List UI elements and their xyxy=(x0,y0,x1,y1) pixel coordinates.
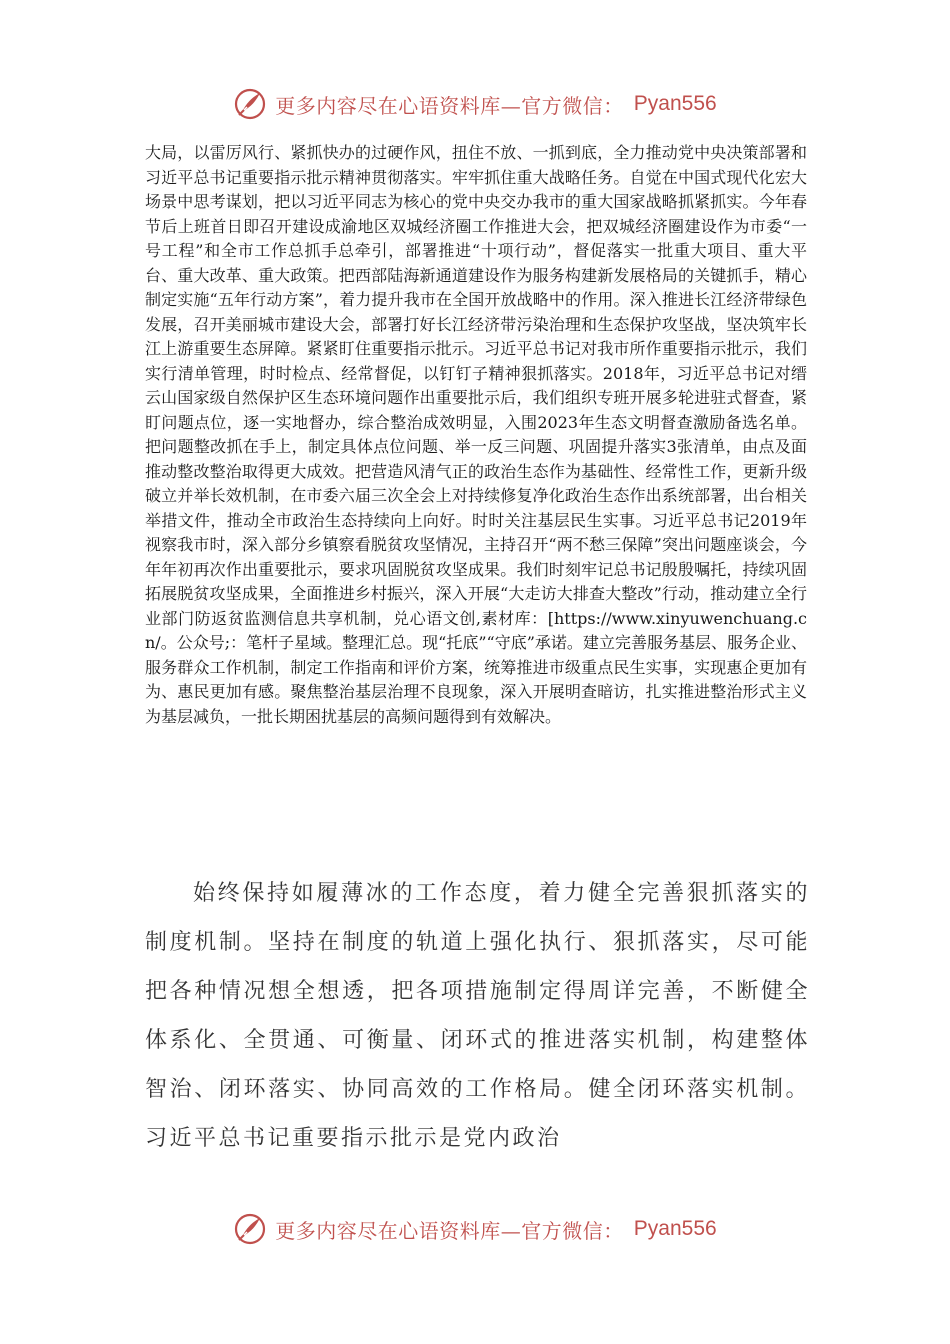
body-paragraph: 大局，以雷厉风行、紧抓快办的过硬作风，扭住不放、一抓到底，全力推动党中央决策部署和习近平总书记重要指示批示精神贯彻落实。牢牢抓住重大战略任务。自觉在中国式现代化宏大场景中思考谋划，把以习近平同志为核心的党中央交办我市的重大国家战略抓紧抓实。今年春节后上班首日即召开建设成渝地区双城经济圈工作推进大会，把双城经济圈建设作为市委“一号工程”和全市工作总抓手总牵引，部署推进“十项行动”，督促落实一批重大项目、重大平台、重大改革、重大政策。把西部陆海新通道建设作为服务构建新发展格局的关键抓手，精心制定实施“五年行动方案”，着力提升我市在全国开放战略中的作用。深入推进长江经济带绿色发展，召开美丽城市建设大会，部署打好长江经济带污染治理和生态保护攻坚战，坚决筑牢长江上游重要生态屏障。紧紧盯住重要指示批示。习近平总书记对我市所作重要指示批示，我们实行清单管理，时时检点、经常督促，以钉钉子精神狠抓落实。2018年，习近平总书记对缙云山国家级自然保护区生态环境问题作出重要批示后，我们组织专班开展多轮进驻式督查，紧盯问题点位，逐一实地督办，综合整治成效明显，入围2023年生态文明督查激励备选名单。把问题整改抓在手上，制定具体点位问题、举一反三问题、巩固提升落实3张清单，由点及面推动整改整治取得更大成效。把营造风清气正的政治生态作为基础性、经常性工作，更新升级破立并举长效机制，在市委六届三次全会上对持续修复净化政治生态作出系统部署，出台相关举措文件，推动全市政治生态持续向上向好。时时关注基层民生实事。习近平总书记2019年视察我市时，深入部分乡镇察看脱贫攻坚情况，主持召开“两不愁三保障”突出问题座谈会，今年年初再次作出重要批示，要求巩固脱贫攻坚成果。我们时刻牢记总书记殷殷嘱托，持续巩固拓展脱贫攻坚成果，全面推进乡村振兴，深入开展“大走访大排查大整改”行动，推动建立全行业部门防返贫监测信息共享机制，兑心语文创,素材库：[https://www.xinyuwenchuang.cn/。公众号;：笔杆子星域。整理汇总。现“托底”“守底”承诺。建立完善服务基层、服务企业、服务群众工作机制，制定工作指南和评价方案，统筹推进市级重点民生实事，实现惠企更加有为、惠民更加有感。聚焦整治基层治理不良现象，深入开展明查暗访，扎实推进整治形式主义为基层减负，一批长期困扰基层的高频问题得到有效解决。 xyxy=(145,143,807,726)
footer-banner xyxy=(0,1209,950,1249)
header-banner-id: Pyan556 xyxy=(633,92,717,115)
large-paragraph: 始终保持如履薄冰的工作态度，着力健全完善狠抓落实的制度机制。坚持在制度的轨道上强化执行、狠抓落实，尽可能把各种情况想全想透，把各项措施制定得周详完善，不断健全体系化、全贯通、可衡量、闭环式的推进落实机制，构建整体智治、闭环落实、协同高效的工作格局。健全闭环落实机制。习近平总书记重要指示批示是党内政治 xyxy=(145,881,810,1151)
footer-banner-id: Pyan556 xyxy=(633,1217,717,1240)
header-banner xyxy=(0,84,950,124)
quill-logo-icon xyxy=(233,87,267,121)
footer-banner-text: 更多内容尽在心语资料库—官方微信： xyxy=(275,1218,624,1243)
quill-logo-icon xyxy=(233,1212,267,1246)
header-banner-text: 更多内容尽在心语资料库—官方微信： xyxy=(275,93,624,118)
